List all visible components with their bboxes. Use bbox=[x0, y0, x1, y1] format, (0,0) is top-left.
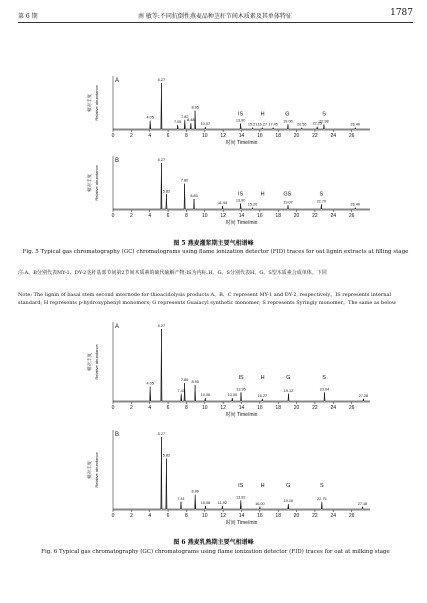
x-axis-label: 时间 Time/min bbox=[225, 520, 258, 526]
x-tick-label: 24 bbox=[330, 513, 337, 519]
x-tick-label: 20 bbox=[293, 133, 300, 139]
peak-label: 8.95 bbox=[191, 380, 199, 385]
peak-annotation: S bbox=[319, 482, 324, 489]
y-axis-label-zh: 相对丰度 bbox=[87, 174, 92, 192]
peak-annotation: H bbox=[260, 191, 265, 198]
x-tick-label: 10 bbox=[202, 405, 208, 411]
x-tick-label: 14 bbox=[238, 405, 245, 411]
figure-6-caption-en: Fig. 6 Typical gas chromatography (GC) chromatograms using flame ionization detector (FID) traces for oat at milking stage bbox=[41, 549, 390, 555]
x-tick-label: 14 bbox=[238, 213, 245, 219]
peak-label: 13.90 bbox=[235, 118, 246, 123]
peak-label: 8.83 bbox=[190, 193, 198, 198]
peak-annotation: S bbox=[319, 191, 324, 198]
chromatogram-fig6-a bbox=[85, 318, 375, 418]
peak-annotation: G bbox=[286, 374, 291, 381]
figure-5-caption-zh: 图 5 燕麦灌浆期主要气相谱峰 bbox=[173, 240, 254, 247]
x-tick-label: 8 bbox=[185, 133, 188, 139]
peak-label: 7.05 bbox=[174, 119, 182, 124]
peak-label: 8.95 bbox=[191, 105, 199, 110]
x-axis-label: 时间 Time/min bbox=[225, 412, 258, 418]
x-tick-label: 14 bbox=[238, 513, 245, 519]
article-running-title: 南 敏等:不同抗倒性燕麦品种茎秆节间木质素及其单体特征 bbox=[138, 13, 292, 20]
peak-label: 10.08 bbox=[200, 501, 211, 506]
x-tick-label: 22 bbox=[312, 513, 318, 519]
peak-label: 8.48 bbox=[187, 118, 195, 123]
x-tick-label: 2 bbox=[129, 405, 133, 411]
peak-label: 19.10 bbox=[283, 498, 294, 503]
peak-label: 13.95 bbox=[236, 387, 246, 392]
panel-label: B bbox=[115, 158, 120, 164]
x-tick-label: 20 bbox=[293, 213, 300, 219]
panel-label: A bbox=[115, 78, 120, 84]
peak-annotation: IS bbox=[238, 482, 244, 489]
y-axis-label-zh: 相对丰度 bbox=[87, 353, 92, 371]
peak-annotation: IS bbox=[237, 111, 244, 118]
x-tick-label: 24 bbox=[330, 133, 337, 139]
x-tick-label: 16 bbox=[257, 133, 263, 139]
x-tick-label: 2 bbox=[129, 513, 133, 519]
peak-annotation: GS bbox=[283, 191, 292, 198]
y-axis-label-zh: 相对丰度 bbox=[87, 94, 92, 112]
x-tick-label: 20 bbox=[293, 405, 300, 411]
peak-label: 11.92 bbox=[217, 501, 228, 506]
peak-label: 13.92 bbox=[236, 495, 246, 500]
chromatogram-fig6-b bbox=[85, 426, 375, 526]
y-axis-label-en: Relative abundance bbox=[94, 452, 99, 488]
x-tick-label: 26 bbox=[348, 405, 355, 411]
x-tick-label: 18 bbox=[275, 133, 281, 139]
x-tick-label: 6 bbox=[166, 513, 170, 519]
x-tick-label: 12 bbox=[220, 405, 226, 411]
peak-annotation: G bbox=[286, 482, 291, 489]
x-tick-label: 14 bbox=[238, 133, 245, 139]
x-tick-label: 12 bbox=[220, 133, 226, 139]
peak-annotation: S bbox=[322, 374, 326, 381]
x-tick-label: 18 bbox=[275, 405, 281, 411]
y-axis-label-en: Relative abundance bbox=[94, 344, 99, 380]
x-tick-label: 12 bbox=[220, 513, 226, 519]
peak-label: 16.00 bbox=[255, 501, 265, 506]
peak-label: 13.90 bbox=[235, 198, 246, 203]
page-number: 1787 bbox=[390, 8, 413, 18]
x-tick-label: 4 bbox=[148, 213, 152, 219]
peak-annotation: IS bbox=[238, 374, 244, 381]
figure-5-note-en: Note: The lignin of basal stem second internode for thioacidolysis products A、B、C represent MY-1 and DY-2, respectively。IS represents internal standard; H represents p-hydroxyphenyl monomers; G represents Guaiacyl synthetic monomer; S represents Syringly monomer。The same as below bbox=[18, 292, 397, 306]
peak-annotation: H bbox=[260, 482, 265, 489]
peak-annotation: S bbox=[322, 111, 326, 118]
y-axis-label-zh: 相对丰度 bbox=[87, 461, 92, 479]
x-tick-label: 10 bbox=[202, 133, 208, 139]
x-tick-label: 26 bbox=[348, 513, 355, 519]
peak-label: 7.41 bbox=[177, 496, 185, 501]
x-tick-label: 8 bbox=[185, 405, 188, 411]
peak-label: 19.12 bbox=[283, 388, 294, 393]
x-tick-label: 4 bbox=[148, 513, 152, 519]
x-tick-label: 6 bbox=[166, 213, 170, 219]
peak-label: 27.18 bbox=[357, 501, 368, 506]
x-tick-label: 10 bbox=[202, 513, 208, 519]
peak-annotation: H bbox=[260, 111, 265, 118]
x-tick-label: 26 bbox=[348, 213, 355, 219]
peak-label: 19.07 bbox=[283, 200, 293, 205]
x-tick-label: 24 bbox=[330, 213, 337, 219]
peak-label: 19.06 bbox=[283, 119, 293, 124]
x-tick-label: 6 bbox=[166, 133, 170, 139]
peak-label: 10.06 bbox=[200, 393, 211, 398]
panel-label: B bbox=[115, 432, 120, 438]
peak-label: 4.05 bbox=[146, 381, 154, 386]
x-tick-label: 26 bbox=[348, 133, 355, 139]
x-tick-label: 2 bbox=[129, 213, 133, 219]
figure-6-caption-zh: 图 6 燕麦乳熟期主要气相谱峰 bbox=[173, 539, 254, 546]
peak-label: 5.27 bbox=[157, 78, 166, 82]
x-tick-label: 24 bbox=[330, 405, 337, 411]
x-tick-label: 16 bbox=[257, 405, 263, 411]
figure-5-caption-en: Fig. 5 Typical gas chromatography (GC) chromatograms using flame ionization detector (FID) traces for oat lignin extracts at filling stage bbox=[22, 249, 409, 255]
issue-number: 第 6 期 bbox=[18, 13, 38, 20]
peak-label: 7.43 bbox=[177, 388, 185, 393]
peak-annotation: IS bbox=[237, 191, 244, 198]
x-axis-label: 时间 Time/min bbox=[225, 140, 258, 146]
peak-label: 5.27 bbox=[157, 324, 166, 328]
x-tick-label: 18 bbox=[275, 213, 281, 219]
x-tick-label: 4 bbox=[148, 133, 152, 139]
running-head bbox=[18, 8, 413, 23]
x-tick-label: 16 bbox=[257, 213, 263, 219]
peak-label: 20.56 bbox=[296, 122, 307, 127]
peak-annotation: H bbox=[260, 374, 265, 381]
peak-label: 7.82 bbox=[181, 114, 189, 119]
peak-label: 11.94 bbox=[217, 201, 228, 206]
peak-label: 7.80 bbox=[180, 378, 189, 382]
peak-label: 4.05 bbox=[146, 115, 154, 120]
peak-label: 5.82 bbox=[162, 189, 171, 194]
x-tick-label: 0 bbox=[111, 133, 115, 139]
x-axis-label: 时间 Time/min bbox=[225, 220, 258, 226]
peak-label: 26.40 bbox=[350, 202, 361, 207]
x-tick-label: 6 bbox=[166, 405, 170, 411]
peak-label: 5.82 bbox=[162, 453, 171, 458]
x-tick-label: 12 bbox=[220, 213, 226, 219]
peak-label: 15.21 bbox=[247, 122, 258, 127]
x-tick-label: 0 bbox=[111, 405, 115, 411]
x-tick-label: 20 bbox=[293, 513, 300, 519]
x-tick-label: 22 bbox=[312, 405, 318, 411]
peak-label: 5.27 bbox=[157, 158, 166, 162]
peak-label: 22.98 bbox=[319, 119, 329, 124]
peak-label: 16.27 bbox=[257, 122, 268, 127]
x-tick-label: 18 bbox=[275, 513, 281, 519]
x-tick-label: 16 bbox=[257, 513, 263, 519]
peak-label: 13.00 bbox=[227, 393, 238, 398]
chromatogram-fig5-a bbox=[85, 72, 375, 146]
x-tick-label: 2 bbox=[129, 133, 133, 139]
panel-label: A bbox=[115, 324, 120, 330]
peak-label: 22.75 bbox=[317, 496, 327, 501]
peak-label: 7.80 bbox=[180, 178, 189, 183]
x-tick-label: 4 bbox=[148, 405, 152, 411]
peak-label: 15.20 bbox=[247, 202, 258, 207]
peak-label: 22.70 bbox=[316, 199, 327, 204]
peak-label: 10.07 bbox=[200, 122, 211, 127]
x-tick-label: 0 bbox=[111, 213, 115, 219]
y-axis-label-en: Relative abundance bbox=[94, 165, 99, 201]
peak-label: 8.96 bbox=[191, 489, 199, 494]
peak-label: 22.25 bbox=[312, 121, 322, 126]
x-tick-label: 0 bbox=[111, 513, 115, 519]
peak-label: 23.04 bbox=[319, 387, 330, 392]
peak-label: 16.27 bbox=[257, 393, 268, 398]
figure-5-note-zh: 注:A、B分别代表MY-1、DY-2茎秆基部节间第2节间木质素的硫代硫解产物;IS为内标,H、G、S分别代表H、G、S型木质素合成单体。下同 bbox=[18, 270, 327, 276]
chromatogram-fig5-b bbox=[85, 152, 375, 226]
peak-label: 26.40 bbox=[350, 122, 361, 127]
peak-label: 27.28 bbox=[358, 393, 369, 398]
x-tick-label: 8 bbox=[185, 513, 188, 519]
x-tick-label: 22 bbox=[312, 133, 318, 139]
peak-label: 17.45 bbox=[268, 122, 278, 127]
x-tick-label: 10 bbox=[202, 213, 208, 219]
x-tick-label: 8 bbox=[185, 213, 188, 219]
x-tick-label: 22 bbox=[312, 213, 318, 219]
y-axis-label-en: Relative abundance bbox=[94, 85, 99, 121]
peak-label: 5.27 bbox=[157, 432, 166, 436]
peak-annotation: G bbox=[285, 111, 290, 118]
